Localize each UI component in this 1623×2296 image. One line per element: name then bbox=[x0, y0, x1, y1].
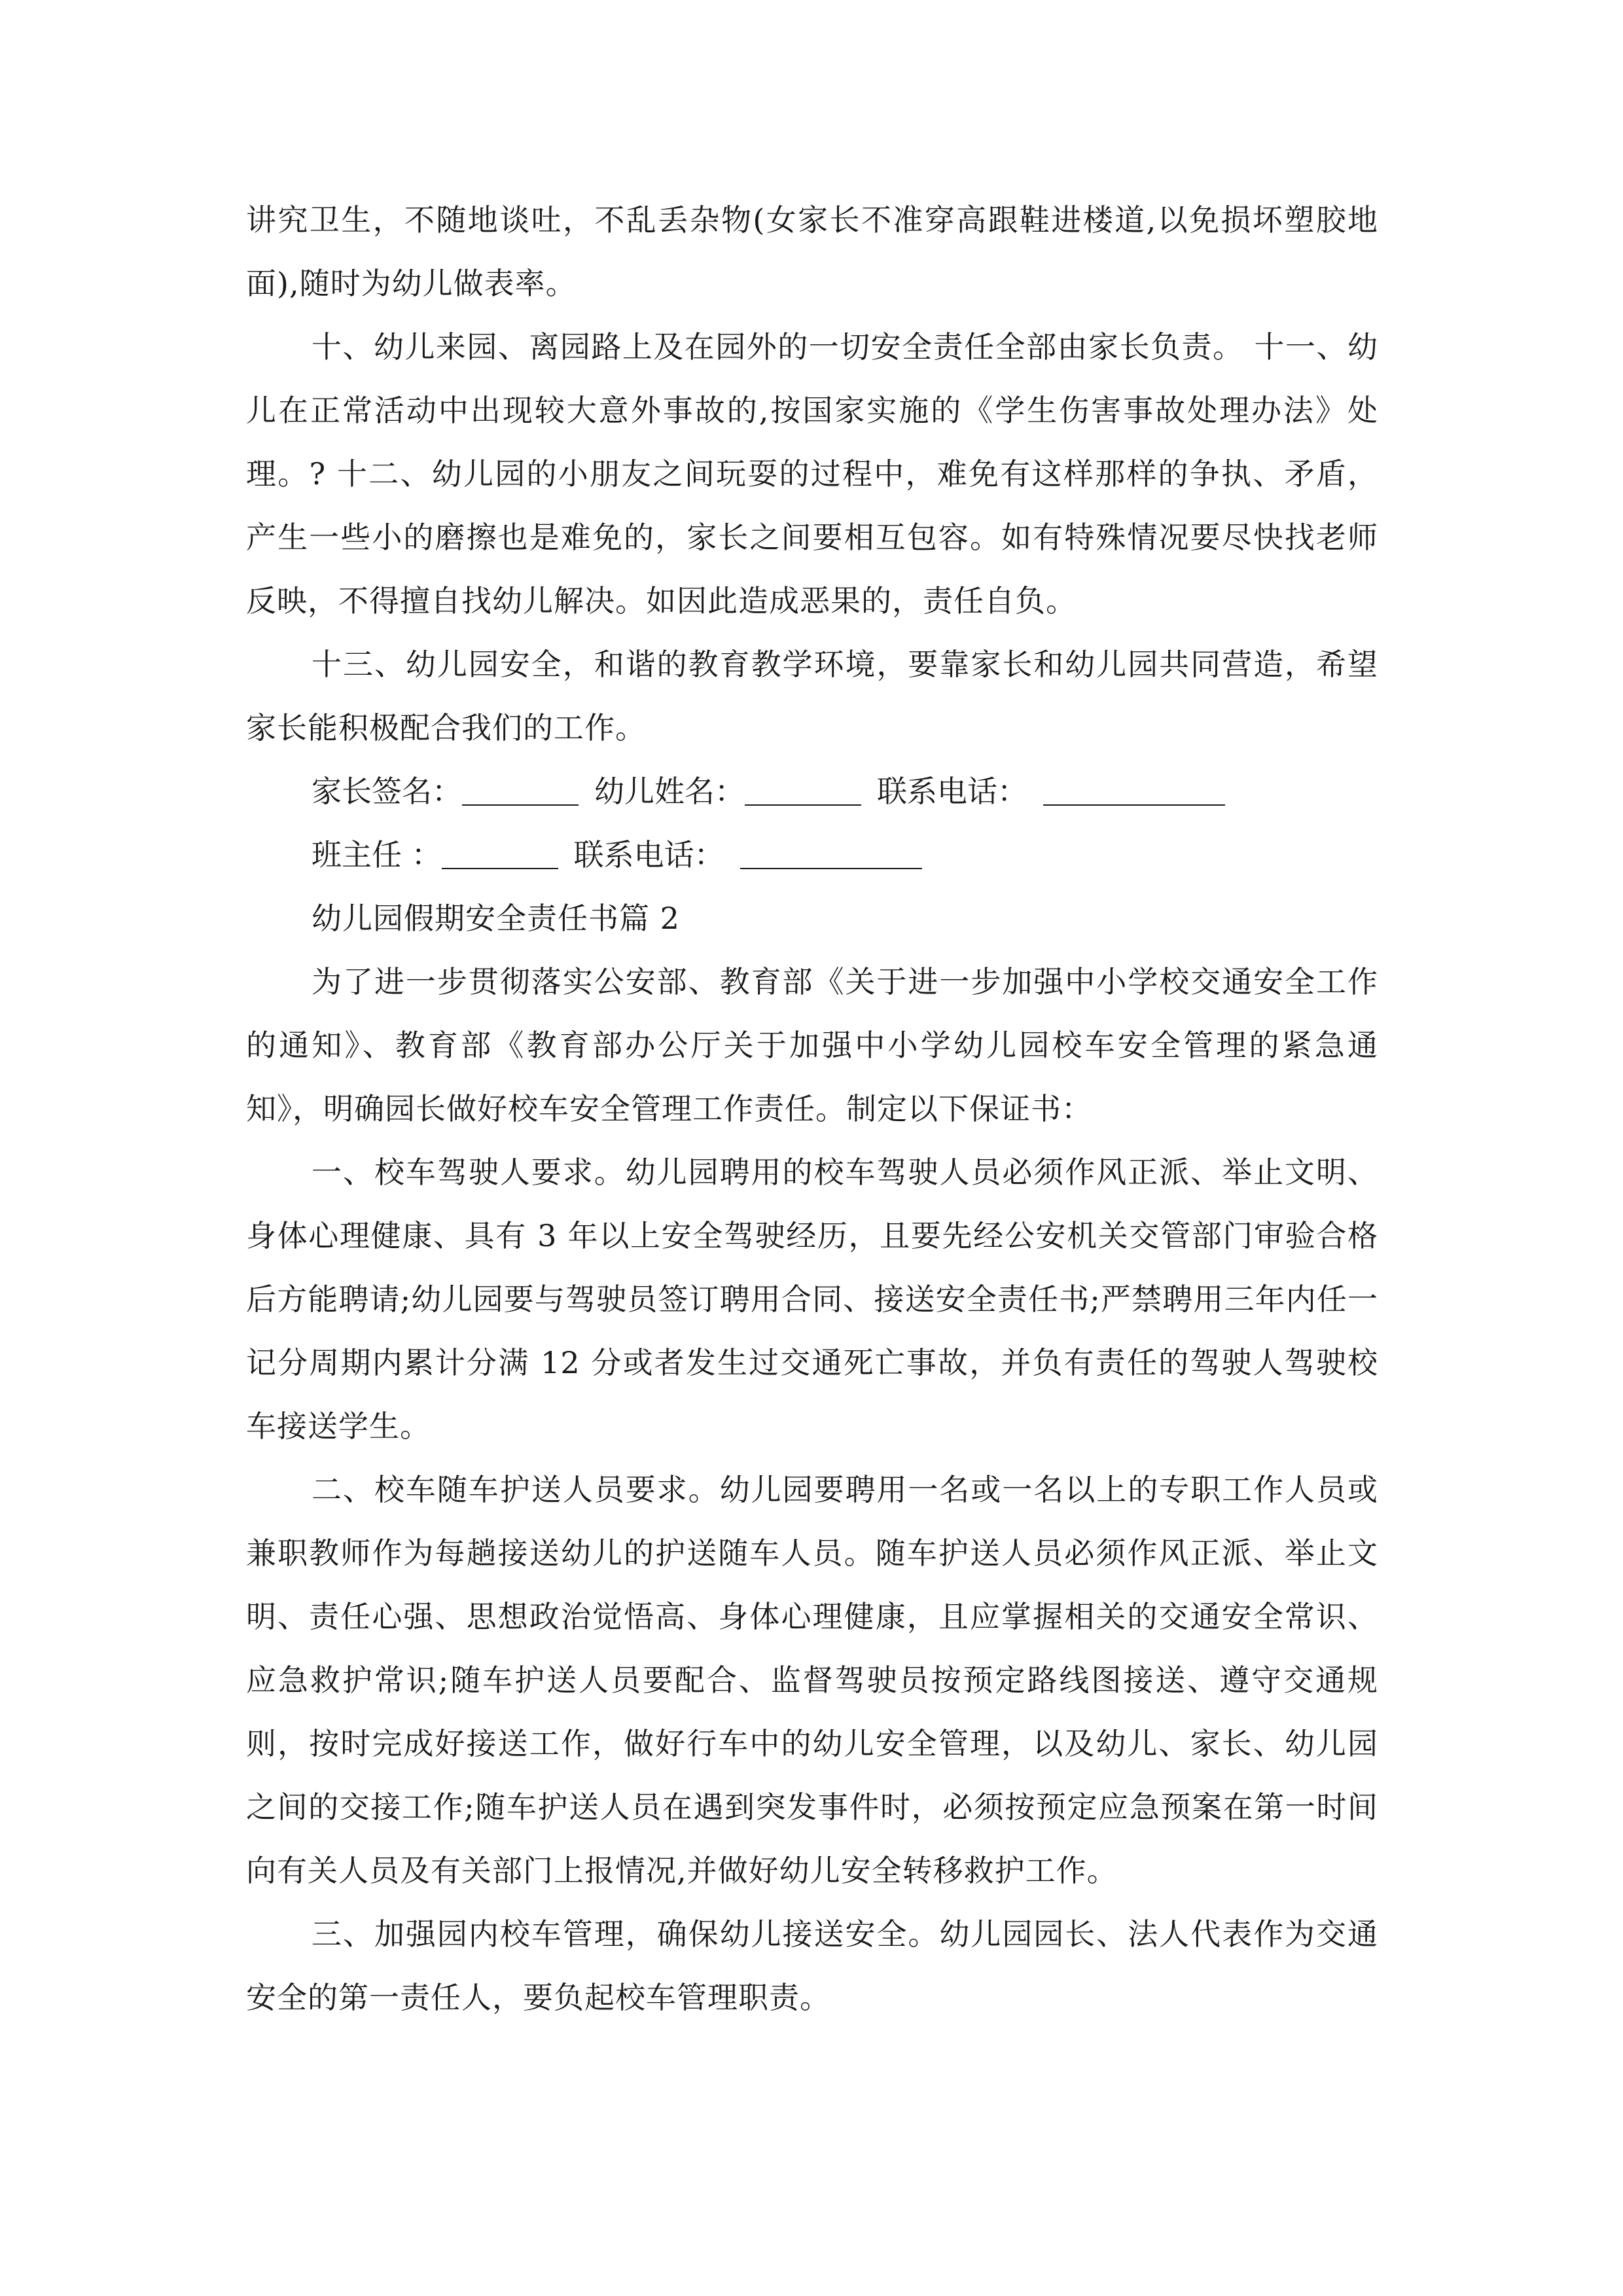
paragraph-intro: 为了进一步贯彻落实公安部、教育部《关于进一步加强中小学校交通安全工作的通知》、教育部《教育部办公厅关于加强中小学幼儿园校车安全管理的紧急通知》，明确园长做好校车安全管理工作责任。制定以下保证书： bbox=[246, 964, 1378, 1126]
parent-signature-label: 家长签名： bbox=[312, 774, 462, 809]
paragraph-items-10-12: 十、幼儿来园、离园路上及在园外的一切安全责任全部由家长负责。 十一、幼儿在正常活动中出现较大意外事故的,按国家实施的《学生伤害事故处理办法》处理。? 十二、幼儿园的小朋友之间玩耍的过程中，难免有这样那样的争执、矛盾，产生一些小的磨擦也是难免的，家长之间要相互包容。如有特殊情况要尽快找老师反映，不得擅自找幼儿解决。如因此造成恶果的，责任自负。 bbox=[246, 329, 1378, 619]
paragraph-bus-management: 三、加强园内校车管理，确保幼儿接送安全。幼儿园园长、法人代表作为交通安全的第一责任人，要负起校车管理职责。 bbox=[246, 1916, 1378, 2015]
parent-phone-blank[interactable] bbox=[1043, 774, 1225, 806]
paragraph-driver-requirements: 一、校车驾驶人要求。幼儿园聘用的校车驾驶人员必须作风正派、举止文明、身体心理健康、具有 3 年以上安全驾驶经历，且要先经公安机关交管部门审验合格后方能聘请;幼儿园要与驾驶员签订聘用合同、接送安全责任书;严禁聘用三年内任一记分周期内累计分满 12 分或者发生过交通死亡事故，并负有责任的驾驶人驾驶校车接送学生。 bbox=[246, 1155, 1378, 1444]
section-title: 幼儿园假期安全责任书篇 2 bbox=[312, 901, 680, 936]
paragraph-item-13: 十三、幼儿园安全，和谐的教育教学环境，要靠家长和幼儿园共同营造，希望家长能积极配合我们的工作。 bbox=[246, 647, 1378, 745]
parent-signature-blank[interactable] bbox=[462, 774, 579, 806]
child-name-blank[interactable] bbox=[745, 774, 861, 806]
signature-row-teacher bbox=[246, 823, 1378, 887]
teacher-label: 班主任 ： bbox=[312, 837, 442, 872]
signature-row-parent bbox=[246, 760, 1378, 823]
teacher-phone-blank[interactable] bbox=[740, 838, 922, 869]
document-page bbox=[246, 188, 1378, 2030]
paragraph-hygiene-continued: 讲究卫生，不随地谈吐，不乱丢杂物(女家长不准穿高跟鞋进楼道,以免损坏塑胶地面),随时为幼儿做表率。 bbox=[246, 202, 1378, 301]
child-name-label: 幼儿姓名： bbox=[594, 774, 745, 809]
paragraph-escort-requirements: 二、校车随车护送人员要求。幼儿园要聘用一名或一名以上的专职工作人员或兼职教师作为每趟接送幼儿的护送随车人员。随车护送人员必须作风正派、举止文明、责任心强、思想政治觉悟高、身体心理健康，且应掌握相关的交通安全常识、应急救护常识;随车护送人员要配合、监督驾驶员按预定路线图接送、遵守交通规则，按时完成好接送工作，做好行车中的幼儿安全管理，以及幼儿、家长、幼儿园之间的交接工作;随车护送人员在遇到突发事件时，必须按预定应急预案在第一时间向有关人员及有关部门上报情况,并做好幼儿安全转移救护工作。 bbox=[246, 1472, 1378, 1888]
parent-phone-label: 联系电话： bbox=[877, 774, 1027, 809]
teacher-blank[interactable] bbox=[442, 838, 558, 869]
teacher-phone-label: 联系电话： bbox=[573, 837, 724, 872]
